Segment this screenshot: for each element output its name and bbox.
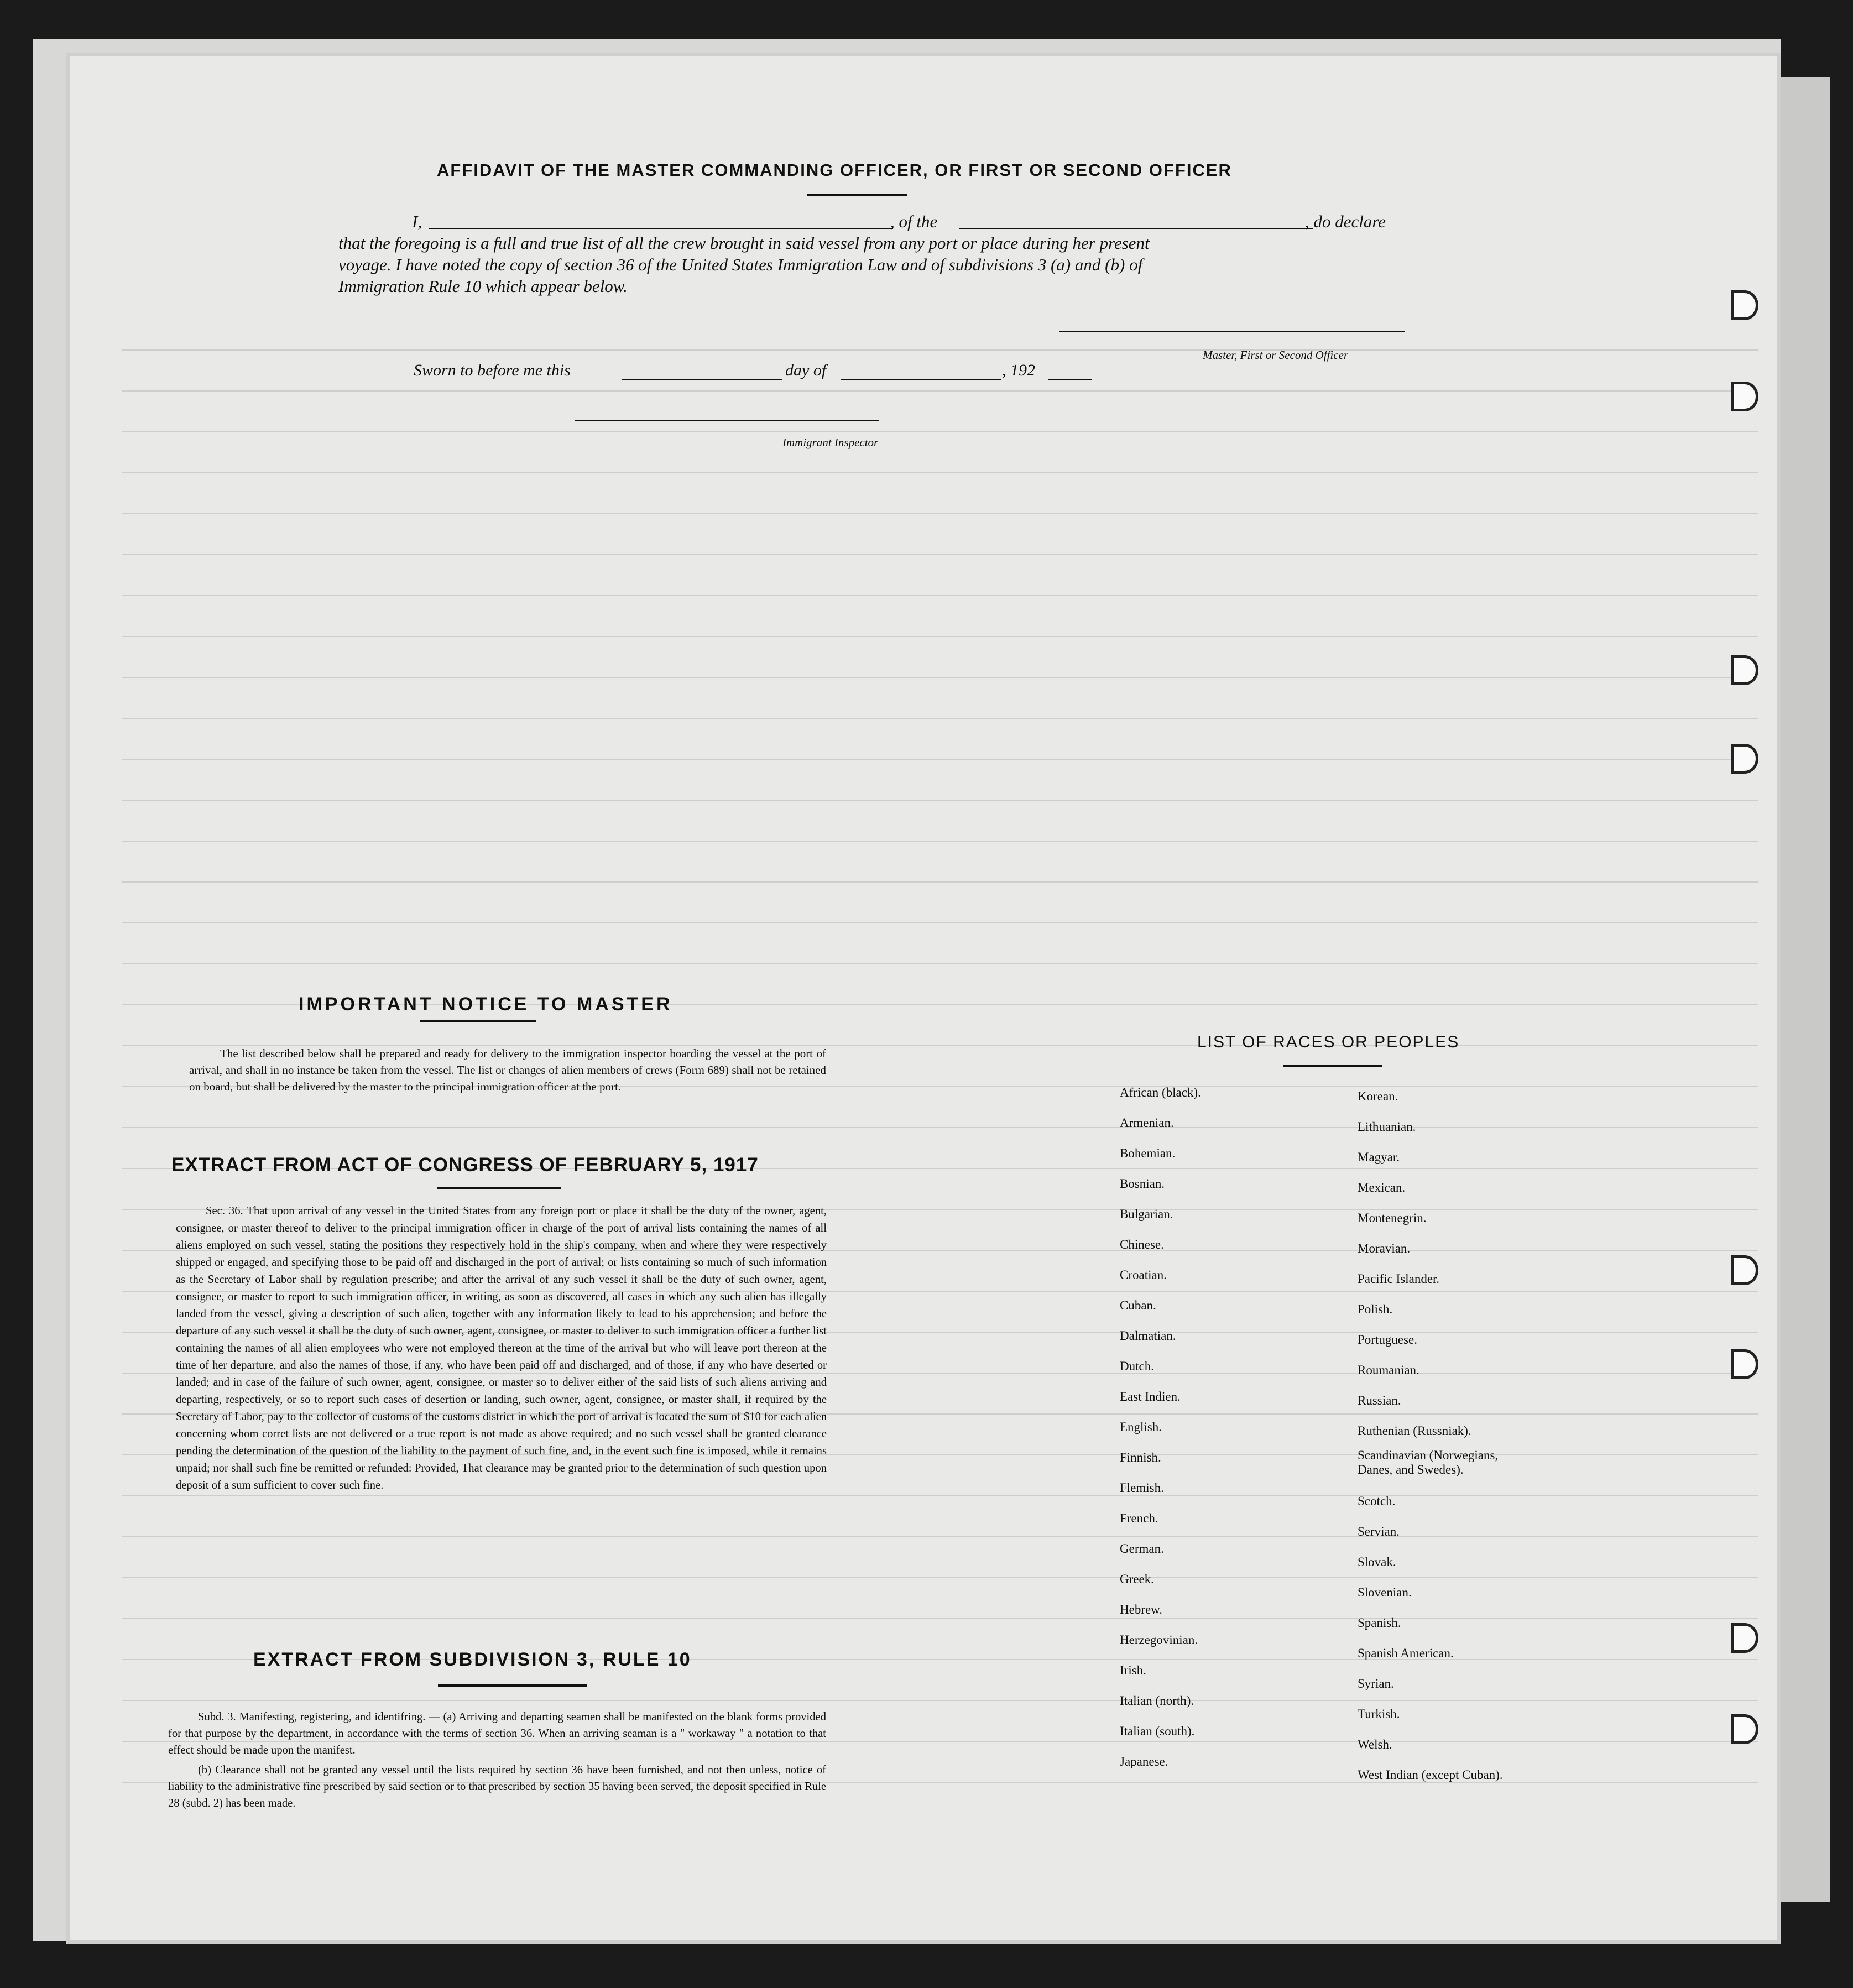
affidavit-line1-of-the: , of the [890, 212, 938, 231]
extract-rule-title: EXTRACT FROM SUBDIVISION 3, RULE 10 [253, 1649, 692, 1670]
race-item: Portuguese. [1358, 1333, 1417, 1347]
race-item: West Indian (except Cuban). [1358, 1768, 1503, 1782]
race-item: Slovak. [1358, 1555, 1396, 1569]
divider [438, 1684, 587, 1687]
divider [1283, 1065, 1382, 1067]
extract-rule-para1: Subd. 3. Manifesting, registering, and identifring. — (a) Arriving and departing seamen shall be manifested on the blank forms provided for that purpose by the department, in accordance with the terms of section 36. When an arriving seaman is a " workaway " a notation to that effect should be made upon the manifest. [168, 1711, 826, 1756]
race-item: German. [1120, 1542, 1164, 1556]
day-of-text: day of [785, 361, 827, 379]
blank-vessel [959, 228, 1313, 229]
punch-hole [1731, 744, 1758, 774]
race-item: Bosnian. [1120, 1177, 1165, 1191]
blank-month [841, 379, 1001, 380]
race-item: Italian (south). [1120, 1724, 1195, 1738]
race-item: Moravian. [1358, 1241, 1411, 1255]
punch-hole [1731, 382, 1758, 411]
race-item: Armenian. [1120, 1116, 1174, 1130]
punch-hole [1731, 290, 1758, 320]
extract-act-title: EXTRACT FROM ACT OF CONGRESS OF FEBRUARY 5, 1917 [171, 1154, 759, 1176]
extract-act-paragraph: Sec. 36. That upon arrival of any vessel in the United States from any foreign port or place it shall be the duty of the owner, agent, consignee, or master thereof to deliver to the principal immigration officer in charge of the port of arrival lists containing the names of all aliens employed on such vessel, stating the positions they respectively hold in the ship's company, when and where they were respectively shipped or engaged, and specifying those to be paid off and discharged in the port of arrival; or lists containing so much of such information as the Secretary of Labor shall by regulation prescribe; and after the arrival of any such vessel it shall be the duty of such owner, agent, consignee, or master to report to such immigration officer, in writing, as soon as discovered, all cases in which any such alien has illegally landed from the vessel, giving a description of such alien, together with any information likely to lead to his apprehension; and before the departure of any such vessel it shall be the duty of such owner, agent, consignee, or master to deliver to such immigration officer a further list containing the names of all alien employees who were not employed thereon at the time of the arrival but who will leave port thereon at the time of her departure, and also the names of those, if any, who have been paid off and discharged, and of those, if any who have deserted or landed; and in case of the failure of such owner, agent, consignee, or master so to deliver either of the said lists of such aliens arriving and departing, respectively, or so to report such cases of desertion or landing, such owner, agent, consignee, or master shall, if required by the Secretary of Labor, pay to the collector of customs of the customs district in which the port of arrival is located the sum of $10 for each alien concerning whom corret lists are not delivered or a true report is not made as above required; and no such vessel shall be granted clearance pending the determination of the question of the liability to the payment of such fine, and, in the event such fine is imposed, while it remains unpaid; nor shall such fine be remitted or refunded: Provided, That clearance may be granted prior to the determination of such question upon deposit of a sum sufficient to cover such fine. [176, 1205, 827, 1491]
race-item: Croatian. [1120, 1268, 1167, 1282]
punch-hole [1731, 1349, 1758, 1379]
inspector-signature-line [575, 420, 879, 421]
sworn-text: Sworn to before me this [414, 361, 571, 379]
punch-hole [1731, 1255, 1758, 1285]
races-right-column [1358, 1081, 1523, 1790]
race-item: Turkish. [1358, 1707, 1400, 1721]
race-item: Dalmatian. [1120, 1329, 1176, 1343]
race-item: African (black). [1120, 1086, 1201, 1099]
race-item: Hebrew. [1120, 1603, 1163, 1616]
race-item: Ruthenian (Russniak). [1358, 1424, 1471, 1438]
inspector-signature-label: Immigrant Inspector [782, 436, 879, 449]
race-item: Spanish American. [1358, 1646, 1454, 1660]
race-item: Scotch. [1358, 1494, 1396, 1508]
race-item: Italian (north). [1120, 1694, 1194, 1708]
race-item: East Indien. [1120, 1390, 1181, 1403]
affidavit-line1-i: I, [412, 212, 422, 231]
blank-name [429, 228, 893, 229]
master-signature-label: Master, First or Second Officer [1203, 348, 1349, 362]
race-item: Japanese. [1120, 1755, 1168, 1768]
race-item: Syrian. [1358, 1677, 1394, 1690]
blank-year [1048, 379, 1092, 380]
race-item: Montenegrin. [1358, 1211, 1427, 1225]
race-item: Magyar. [1358, 1150, 1400, 1164]
extract-rule-para2: (b) Clearance shall not be granted any vessel until the lists required by section 36 have been furnished, and not then unless, notice of liability to the administrative fine prescribed by said section or to that prescribed by section 35 having been served, the deposit specified in Rule 28 (subd. 2) has been made. [168, 1764, 826, 1809]
notice-title: IMPORTANT NOTICE TO MASTER [299, 994, 673, 1015]
affidavit-line2: that the foregoing is a full and true list of all the crew brought in said vessel from any port or place during her present [338, 233, 1150, 253]
master-signature-line [1059, 331, 1405, 332]
race-item: Welsh. [1358, 1737, 1392, 1751]
race-item: Dutch. [1120, 1359, 1154, 1373]
race-item: Russian. [1358, 1394, 1401, 1407]
race-item: Slovenian. [1358, 1585, 1412, 1599]
divider [437, 1187, 561, 1189]
race-item: Lithuanian. [1358, 1120, 1416, 1134]
divider [420, 1020, 536, 1022]
race-item: Roumanian. [1358, 1363, 1419, 1377]
affidavit-line4: Immigration Rule 10 which appear below. [338, 276, 628, 296]
race-item: Bulgarian. [1120, 1207, 1173, 1221]
race-item: English. [1120, 1420, 1162, 1434]
extract-rule-text [168, 1709, 826, 1815]
affidavit-line1-declare: , do declare [1305, 212, 1386, 231]
blank-day [622, 379, 782, 380]
race-item: Herzegovinian. [1120, 1633, 1198, 1647]
affidavit-title: AFFIDAVIT OF THE MASTER COMMANDING OFFICER, OR FIRST OR SECOND OFFICER [437, 160, 1232, 180]
race-item: Polish. [1358, 1302, 1393, 1316]
race-item: Greek. [1120, 1572, 1154, 1586]
extract-act-text [176, 1203, 827, 1497]
divider [807, 194, 907, 196]
race-item: Cuban. [1120, 1298, 1156, 1312]
race-item: Servian. [1358, 1525, 1400, 1538]
notice-paragraph: The list described below shall be prepared and ready for delivery to the immigration inspector boarding the vessel at the port of arrival, and shall in no instance be taken from the vessel. The list or changes of alien members of crews (Form 689) shall not be retained on board, but shall be delivered by the master to the principal immigration officer at the port. [189, 1047, 826, 1093]
race-item: Chinese. [1120, 1238, 1164, 1251]
affidavit-line3: voyage. I have noted the copy of section 36 of the United States Immigration Law and of subdivisions 3 (a) and (b) of [338, 255, 1143, 274]
races-left-column [1120, 1077, 1201, 1777]
races-title: LIST OF RACES OR PEOPLES [1197, 1033, 1460, 1051]
race-item: Korean. [1358, 1089, 1398, 1103]
race-item: Mexican. [1358, 1181, 1406, 1194]
punch-hole [1731, 1714, 1758, 1744]
race-item: Pacific Islander. [1358, 1272, 1440, 1286]
race-item: Scandinavian (Norwegians, Danes, and Swedes). [1358, 1448, 1499, 1476]
race-item: French. [1120, 1511, 1158, 1525]
race-item: Bohemian. [1120, 1146, 1176, 1160]
notice-text [189, 1045, 826, 1098]
race-item: Flemish. [1120, 1481, 1164, 1495]
punch-hole [1731, 1623, 1758, 1653]
race-item: Spanish. [1358, 1616, 1401, 1630]
punch-hole [1731, 655, 1758, 685]
race-item: Irish. [1120, 1663, 1146, 1677]
race-item: Finnish. [1120, 1450, 1161, 1464]
year-text: , 192 [1002, 361, 1035, 379]
